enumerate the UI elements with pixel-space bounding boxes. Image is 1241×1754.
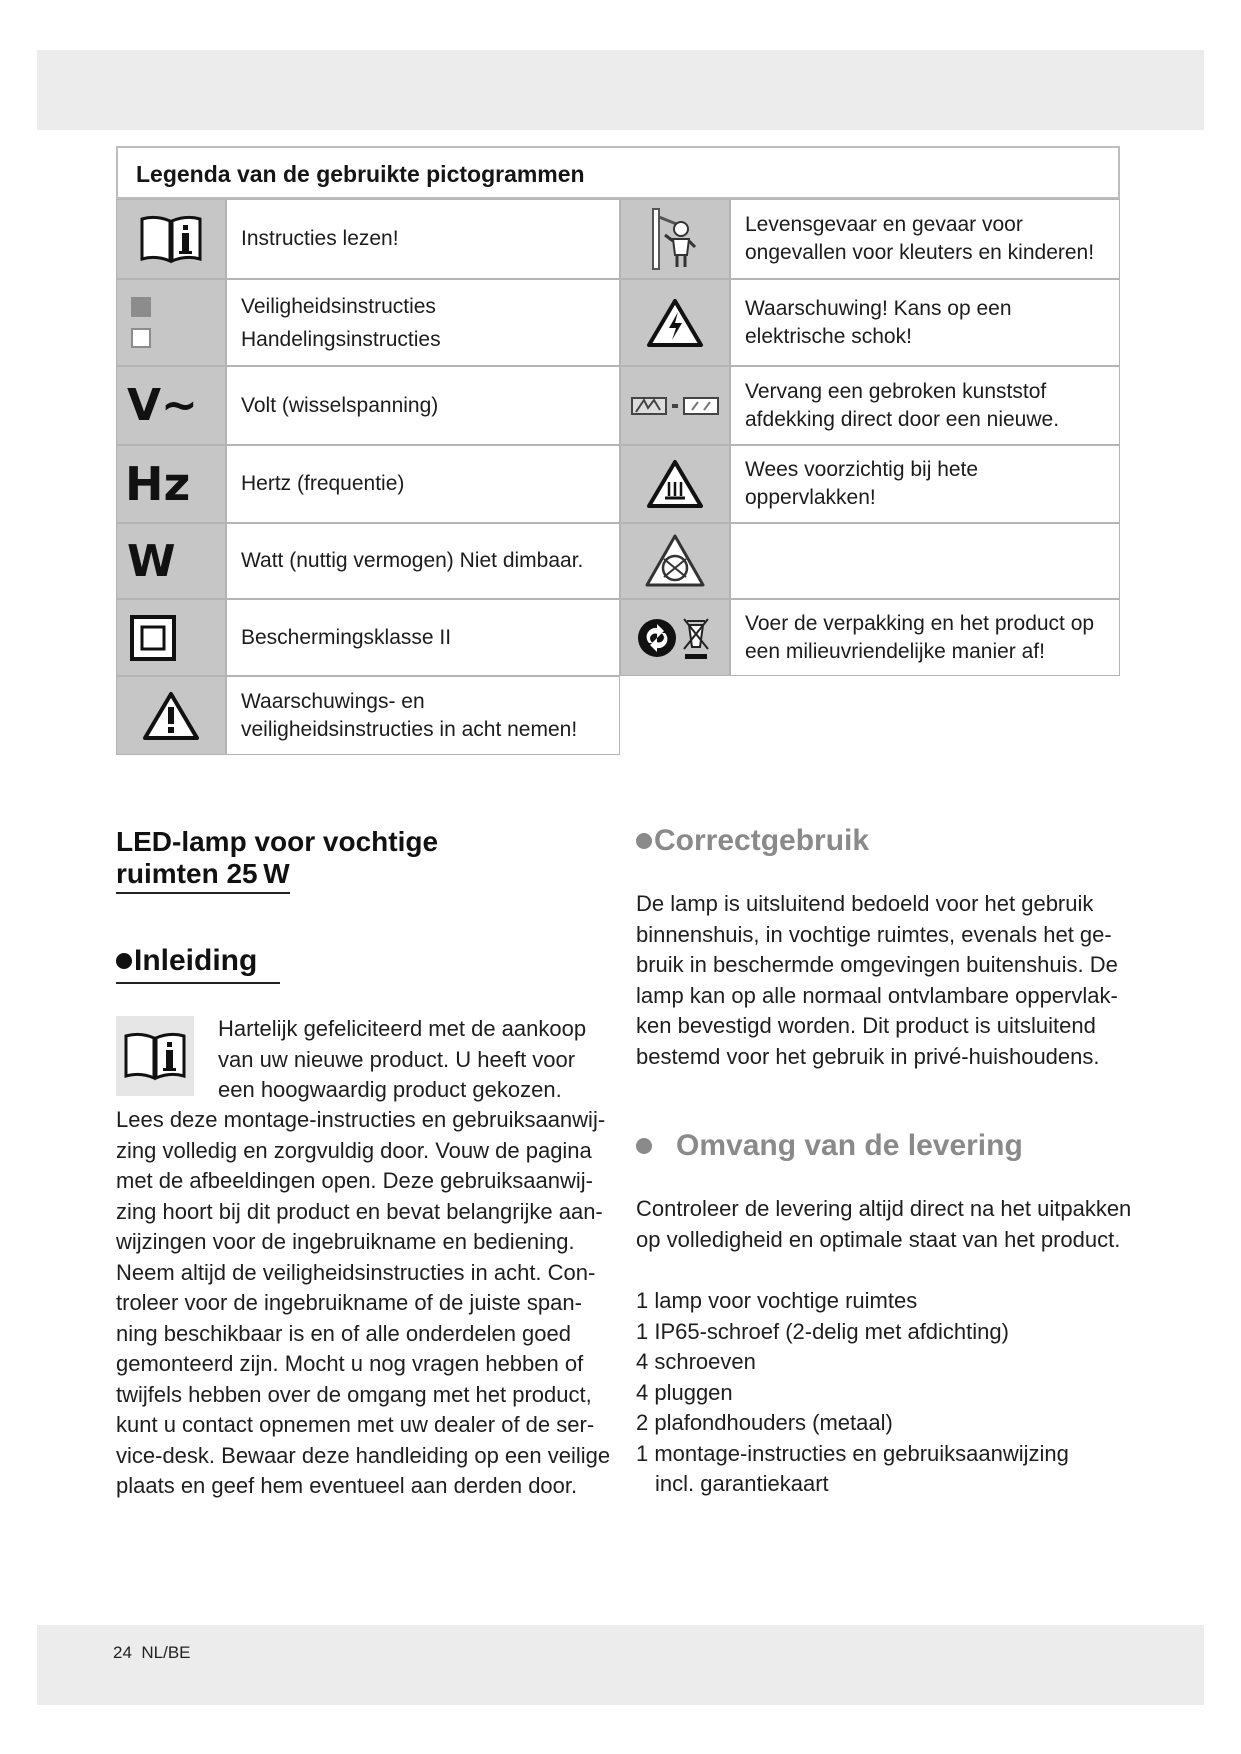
product-title xyxy=(116,826,438,894)
list-item: 4 pluggen xyxy=(636,1379,733,1405)
bullet-dot-icon xyxy=(636,1138,652,1154)
book-info-icon xyxy=(138,211,204,267)
product-title-line: ruimten 25 W xyxy=(116,858,290,894)
text-line: lamp kan op alle normaal ontvlambare oppervlak- xyxy=(636,982,1118,1008)
text-line: ken bevestigd worden. Dit product is uitsluitend xyxy=(636,1013,1096,1038)
legend-text: Levensgevaar en gevaar voor xyxy=(745,213,1023,236)
hot-surface-warning-icon xyxy=(645,458,705,510)
legend-text: Vervang een gebroken kunststof xyxy=(745,379,1047,403)
text-line: bruik in beschermde omgevingen buitenshuis. De xyxy=(636,952,1118,977)
legend-icon-cell xyxy=(620,445,730,523)
legend-text: Beschermingsklasse II xyxy=(241,625,452,649)
legend-text: Wees voorzichtig bij hete xyxy=(745,458,979,481)
section-heading-correctgebruik xyxy=(636,824,869,858)
omvang-intro xyxy=(636,1194,1131,1255)
list-item: 1 montage-instructies en gebruiksaanwijzing xyxy=(636,1440,1069,1466)
page-footer xyxy=(113,1643,191,1663)
legend-text: Handelingsinstructies xyxy=(241,327,441,351)
legend-title: Legenda van de gebruikte pictogrammen xyxy=(136,161,585,187)
legend-header xyxy=(116,146,1120,199)
list-item: 4 schroeven xyxy=(636,1349,756,1374)
text-line: gemonteerd zijn. Mocht u nog vragen hebben of xyxy=(116,1351,584,1376)
delivery-list xyxy=(636,1286,1069,1500)
legend-text: Volt (wisselspanning) xyxy=(241,393,439,417)
correctgebruik-body xyxy=(636,889,1118,1072)
legend-text-cell xyxy=(226,279,620,366)
legend-text: Watt (nuttig vermogen) Niet dimbaar. xyxy=(241,549,584,572)
text-line: een hoogwaardig product gekozen. xyxy=(218,1077,562,1102)
legend-icon-cell xyxy=(620,523,730,599)
book-info-icon xyxy=(122,1028,188,1084)
legend-icon-cell xyxy=(116,199,226,279)
legend-text-cell xyxy=(226,445,620,523)
section-heading-text: Omvang van de levering xyxy=(676,1129,1023,1162)
legend-text-cell xyxy=(730,366,1120,445)
legend-text: een milieuvriendelijke manier af! xyxy=(745,639,1045,663)
watt-icon: W xyxy=(127,535,176,587)
legend-text-cell xyxy=(730,279,1120,366)
text-line: plaats en geef hem eventueel aan derden door. xyxy=(116,1473,578,1498)
text-line: op volledigheid en optimale staat van het product. xyxy=(636,1226,1121,1252)
hertz-icon: Hz xyxy=(125,457,191,511)
text-line: met de afbeeldingen open. Deze gebruiksaanwij- xyxy=(116,1168,593,1193)
legend-text-cell xyxy=(730,445,1120,523)
page-locale: NL/BE xyxy=(141,1643,191,1662)
text-line: vice-desk. Bewaar deze handleiding op een veilige xyxy=(116,1442,611,1468)
warning-triangle-icon xyxy=(141,690,201,742)
electric-shock-warning-icon xyxy=(645,297,705,349)
legend-icon-cell xyxy=(116,523,226,599)
legend-text: Hertz (frequentie) xyxy=(241,472,405,495)
legend-text: afdekking direct door een nieuwe. xyxy=(745,407,1060,431)
legend-icon-cell xyxy=(620,599,730,676)
legend-text: Voer de verpakking en het product op xyxy=(745,611,1095,635)
recycling-disposal-icon xyxy=(637,613,713,663)
legend-icon-cell xyxy=(620,366,730,445)
footer-band xyxy=(37,1625,1204,1705)
section-heading-omvang xyxy=(636,1129,1023,1163)
broken-cover-replace-icon xyxy=(630,392,720,420)
text-line: Hartelijk gefeliciteerd met de aankoop xyxy=(218,1016,587,1041)
legend-text-cell xyxy=(226,366,620,445)
legend-text: veiligheidsinstructies in acht nemen! xyxy=(241,717,578,741)
section-heading-inleiding xyxy=(116,944,280,984)
section-heading-text: Inleiding xyxy=(134,944,258,977)
legend-text-cell xyxy=(226,199,620,279)
text-line: zing volledig en zorgvuldig door. Vouw de pagina xyxy=(116,1137,592,1163)
list-item: 1 IP65-schroef (2-delig met afdichting) xyxy=(636,1318,1009,1344)
legend-text: Waarschuwing! Kans op een xyxy=(745,296,1012,320)
inleiding-intro xyxy=(218,1014,586,1106)
child-danger-icon xyxy=(649,207,701,271)
legend-text: Waarschuwings- en xyxy=(241,689,425,713)
legend-icon-cell xyxy=(620,279,730,366)
legend-text: Veiligheidsinstructies xyxy=(241,294,436,318)
legend-text: elektrische schok! xyxy=(745,324,912,348)
text-line: twijfels hebben over de omgang met het product, xyxy=(116,1381,592,1407)
text-line: Neem altijd de veiligheidsinstructies in acht. Con- xyxy=(116,1259,596,1285)
text-line: zing hoort bij dit product en bevat belangrijke aan- xyxy=(116,1198,603,1224)
legend-text: ongevallen voor kleuters en kinderen! xyxy=(745,241,1095,264)
text-line: Controleer de levering altijd direct na het uitpakken xyxy=(636,1196,1132,1221)
bullet-dot-icon xyxy=(116,953,132,969)
volt-ac-icon: V~ xyxy=(127,380,198,431)
text-line: Lees deze montage-instructies en gebruiksaanwij- xyxy=(116,1107,606,1132)
text-line: kunt u contact opnemen met uw dealer of de ser- xyxy=(116,1412,595,1437)
text-line: troleer voor de ingebruikname of de juiste span- xyxy=(116,1290,582,1315)
protection-class-ii-icon xyxy=(129,614,177,662)
inleiding-body xyxy=(116,1105,610,1502)
text-line: van uw nieuwe product. U heeft voor xyxy=(218,1046,576,1072)
text-line: wijzingen voor de ingebruikname en bediening. xyxy=(116,1229,575,1254)
list-item: 1 lamp voor vochtige ruimtes xyxy=(636,1288,918,1313)
text-line: binnenshuis, in vochtige ruimtes, evenals het ge- xyxy=(636,921,1112,947)
section-heading-text: Correctgebruik xyxy=(654,824,870,857)
legend-text-cell xyxy=(730,523,1120,599)
product-title-line: LED-lamp voor vochtige xyxy=(116,826,439,857)
legend-icon-cell xyxy=(116,599,226,676)
legend-text-cell xyxy=(226,599,620,676)
no-insulation-cover-icon xyxy=(644,533,706,589)
legend-icon-cell xyxy=(116,676,226,755)
legend-icon-cell xyxy=(620,199,730,279)
text-line: ning beschikbaar is en of alle onderdelen goed xyxy=(116,1320,571,1346)
list-item: 2 plafondhouders (metaal) xyxy=(636,1410,893,1435)
legend-icon-cell xyxy=(116,445,226,523)
page-number: 24 xyxy=(113,1643,132,1662)
legend-text-cell xyxy=(730,199,1120,279)
bullet-dot-icon xyxy=(636,833,652,849)
list-item: incl. garantiekaart xyxy=(655,1471,829,1496)
legend-text-cell xyxy=(226,523,620,599)
inleiding-icon-box xyxy=(116,1016,194,1096)
legend-text: Instructies lezen! xyxy=(241,227,399,250)
legend-icon-cell xyxy=(116,279,226,366)
legend-text-cell xyxy=(730,599,1120,676)
legend-table xyxy=(116,146,1120,755)
text-line: De lamp is uitsluitend bedoeld voor het gebruik xyxy=(636,891,1094,916)
legend-text-cell xyxy=(226,676,620,755)
text-line: bestemd voor het gebruik in privé-huishoudens. xyxy=(636,1043,1100,1069)
header-band xyxy=(37,50,1204,130)
legend-icon-cell xyxy=(116,366,226,445)
legend-text: oppervlakken! xyxy=(745,486,876,509)
square-markers-icon xyxy=(129,293,153,353)
